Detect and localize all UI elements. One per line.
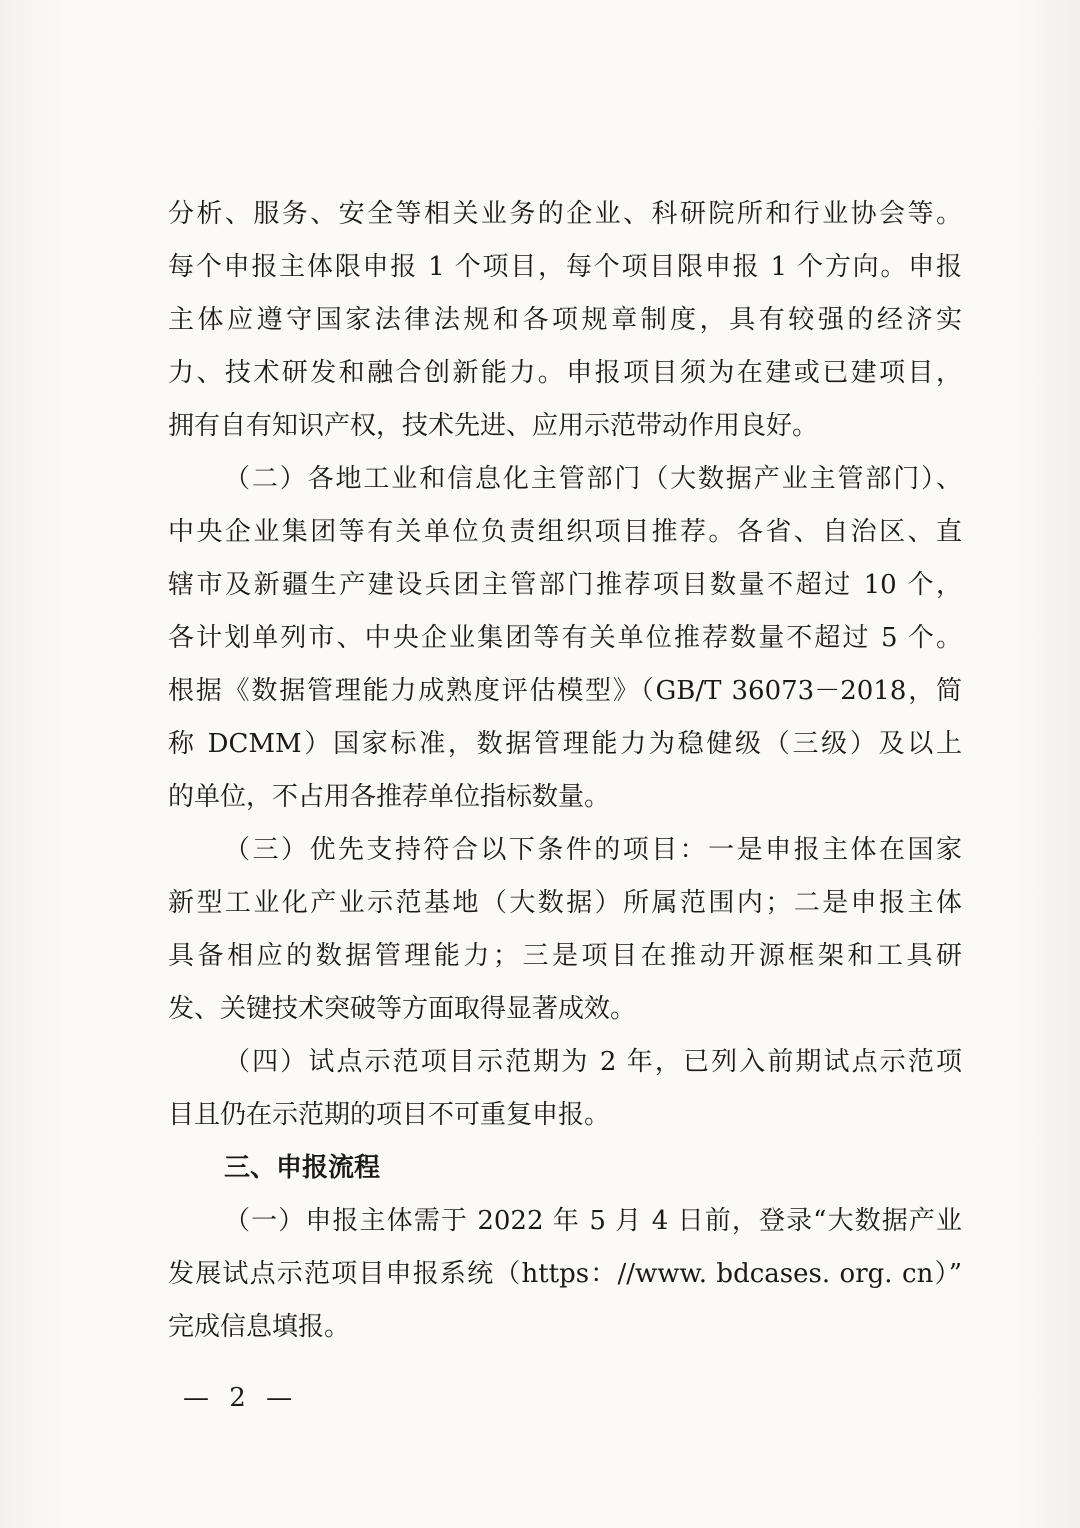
text-line: 中央企业集团等有关单位负责组织项目推荐。各省、自治区、直 (168, 517, 962, 547)
text-line: 完成信息填报。 (168, 1312, 351, 1342)
section-heading: 三、申报流程 (224, 1153, 381, 1183)
page-number: — 2 — (183, 1383, 299, 1413)
text-line: 根据《数据管理能力成熟度评估模型》（GB/T 36073－2018，简 (168, 676, 962, 706)
text-line: （四）试点示范项目示范期为 2 年，已列入前期试点示范项 (224, 1047, 962, 1077)
text-line: （三）优先支持符合以下条件的项目：一是申报主体在国家 (224, 835, 962, 865)
text-line: 称 DCMM）国家标准，数据管理能力为稳健级（三级）及以上 (168, 729, 962, 759)
text-line: 目且仍在示范期的项目不可重复申报。 (168, 1100, 611, 1130)
text-line: 发展试点示范项目申报系统（https：//www. bdcases. org. cn）” (168, 1259, 962, 1289)
text-line: 分析、服务、安全等相关业务的企业、科研院所和行业协会等。 (168, 199, 962, 229)
text-line: 具备相应的数据管理能力；三是项目在推动开源框架和工具研 (168, 941, 962, 971)
text-line: 发、关键技术突破等方面取得显著成效。 (168, 994, 637, 1024)
document-body (168, 188, 962, 1354)
text-line: 新型工业化产业示范基地（大数据）所属范围内；二是申报主体 (168, 888, 962, 918)
text-line: （二）各地工业和信息化主管部门（大数据产业主管部门）、 (224, 464, 962, 494)
text-line: 各计划单列市、中央企业集团等有关单位推荐数量不超过 5 个。 (168, 623, 962, 653)
text-line: 每个申报主体限申报 1 个项目，每个项目限申报 1 个方向。申报 (168, 252, 962, 282)
text-line: 力、技术研发和融合创新能力。申报项目须为在建或已建项目， (168, 358, 962, 388)
text-line: 主体应遵守国家法律法规和各项规章制度，具有较强的经济实 (168, 305, 962, 335)
text-line: 拥有自有知识产权，技术先进、应用示范带动作用良好。 (168, 411, 819, 441)
text-line: （一）申报主体需于 2022 年 5 月 4 日前，登录“大数据产业 (224, 1206, 962, 1236)
text-line: 辖市及新疆生产建设兵团主管部门推荐项目数量不超过 10 个， (168, 570, 962, 600)
text-line: 的单位，不占用各推荐单位指标数量。 (168, 782, 611, 812)
